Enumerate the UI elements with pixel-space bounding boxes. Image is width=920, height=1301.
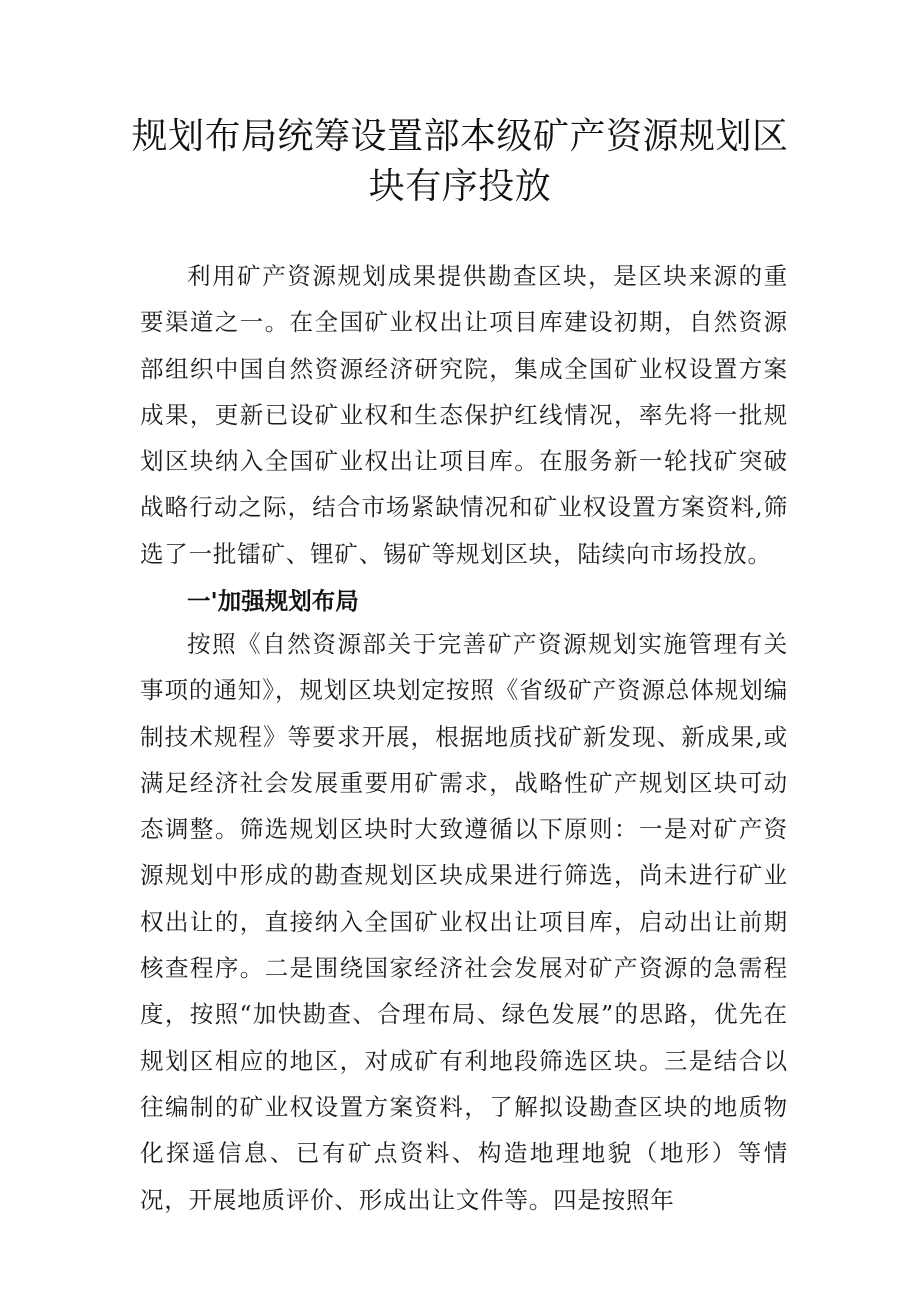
section-1-paragraph: 按照《自然资源部关于完善矿产资源规划实施管理有关事项的通知》，规划区块划定按照《省级矿产资源总体规划编制技术规程》等要求开展，根据地质找矿新发现、新成果,或满足经济社会发展重要用矿需求，战略性矿产规划区块可动态调整。筛选规划区块时大致遵循以下原则：一是对矿产资源规划中形成的勘查规划区块成果进行筛选，尚未进行矿业权出让的，直接纳入全国矿业权出让项目库，启动出让前期核查程序。二是围绕国家经济社会发展对矿产资源的急需程度，按照“加快勘查、合理布局、绿色发展”的思路，优先在规划区相应的地区，对成矿有利地段筛选区块。三是结合以往编制的矿业权设置方案资料，了解拟设勘查区块的地质物化探遥信息、已有矿点资料、构造地理地貌（地形）等情况，开展地质评价、形成出让文件等。四是按照年 xyxy=(140,630,788,1214)
intro-paragraph: 利用矿产资源规划成果提供勘查区块，是区块来源的重要渠道之一。在全国矿业权出让项目库建设初期，自然资源部组织中国自然资源经济研究院，集成全国矿业权设置方案成果，更新已设矿业权和生态保护红线情况，率先将一批规划区块纳入全国矿业权出让项目库。在服务新一轮找矿突破战略行动之际，结合市场紧缺情况和矿业权设置方案资料,筛选了一批镭矿、锂矿、锡矿等规划区块，陆续向市场投放。 xyxy=(140,262,788,568)
document-title: 规划布局统筹设置部本级矿产资源规划区块有序投放 xyxy=(131,116,789,207)
section-heading-1: 一'加强规划布局 xyxy=(187,587,359,615)
